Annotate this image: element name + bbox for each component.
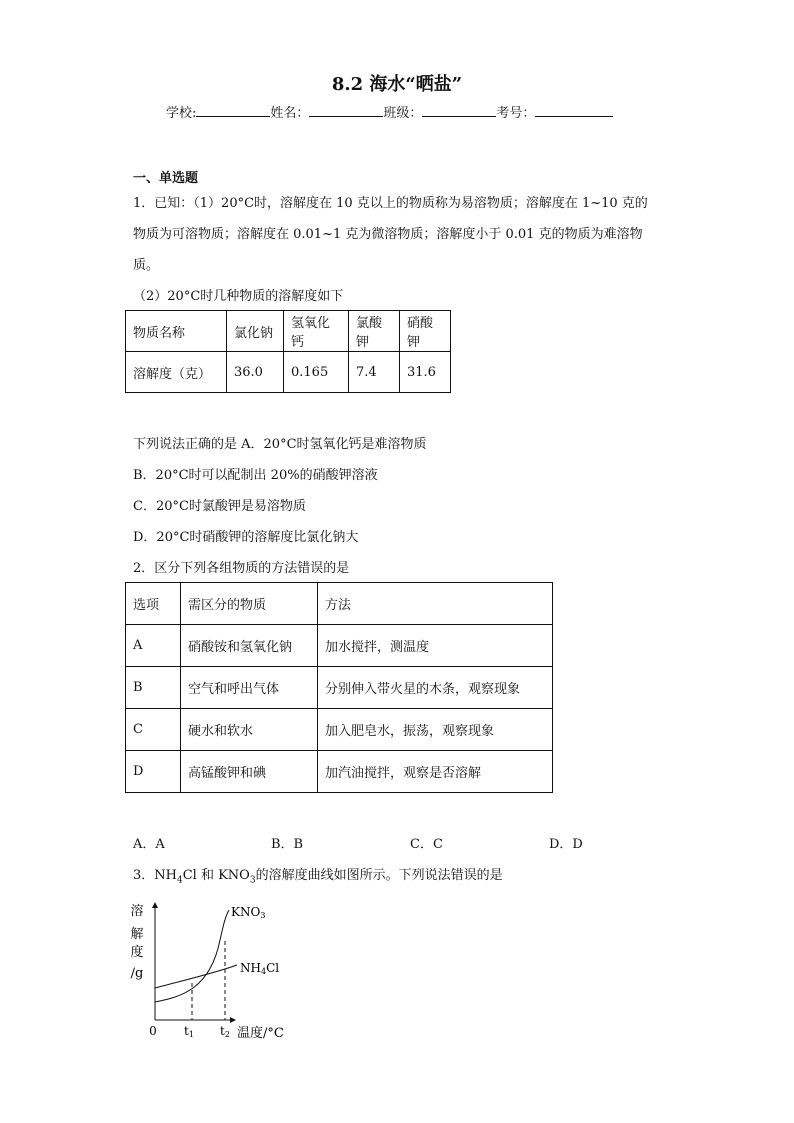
q1-stem-line-4: （2）20°C时几种物质的溶解度如下 xyxy=(133,289,344,304)
solubility-table xyxy=(125,310,451,393)
table-row xyxy=(126,751,553,793)
tick-label-t1 xyxy=(184,1024,194,1039)
tick-sub: 1 xyxy=(188,1030,194,1039)
table-row xyxy=(126,352,451,393)
curve-label-main: KNO xyxy=(231,905,261,919)
table-row xyxy=(126,625,553,667)
x-axis-label: 温度/°C xyxy=(237,1026,284,1041)
tick-label-t2 xyxy=(220,1024,230,1039)
table-header-row xyxy=(126,311,451,352)
q1-option-b: B．20°C时可以配制出 20%的硝酸钾溶液 xyxy=(133,468,378,483)
q2-option-c: C．C xyxy=(410,837,443,852)
y-axis-label-char: /g xyxy=(130,966,144,981)
table-cell: 硝酸铵和氢氧化钠 xyxy=(181,625,318,667)
q3-stem-text: 的溶解度曲线如图所示。下列说法错误的是 xyxy=(255,868,503,883)
q3-stem xyxy=(133,864,503,886)
origin-label: 0 xyxy=(149,1024,157,1038)
solubility-curve-figure xyxy=(125,895,305,1045)
q2-option-b: B．B xyxy=(271,837,304,852)
table-row xyxy=(126,709,553,751)
table-cell: 氯化钠 xyxy=(227,311,284,352)
table-cell: 选项 xyxy=(126,583,181,625)
table-cell: D xyxy=(126,751,181,793)
table-cell: 溶解度（克） xyxy=(126,352,227,393)
q3-stem-text: 3．NH xyxy=(133,868,177,883)
table-row xyxy=(126,667,553,709)
table-cell: 高锰酸钾和碘 xyxy=(181,751,318,793)
q1-option-d: D．20°C时硝酸钾的溶解度比氯化钠大 xyxy=(133,530,359,545)
class-blank xyxy=(422,104,496,117)
q3-stem-text: Cl 和 KNO xyxy=(182,868,250,883)
table-cell: 加水搅拌，测温度 xyxy=(318,625,553,667)
page-title: 8.2 海水“晒盐” xyxy=(331,74,463,95)
y-axis-label-char: 溶 xyxy=(130,904,144,919)
distinguish-methods-table xyxy=(125,582,553,793)
table-cell: A xyxy=(126,625,181,667)
curve-label-sub: 4 xyxy=(260,967,267,976)
kno3-label xyxy=(231,905,265,920)
table-cell: 需区分的物质 xyxy=(181,583,318,625)
nh4cl-label xyxy=(240,961,279,976)
q1-stem-line-1: 1．已知：（1）20°C时，溶解度在 10 克以上的物质称为易溶物质；溶解度在 1~10 克的 xyxy=(133,196,648,211)
table-cell: 31.6 xyxy=(400,352,451,393)
table-cell: 硬水和软水 xyxy=(181,709,318,751)
table-cell: C xyxy=(126,709,181,751)
table-cell: 方法 xyxy=(318,583,553,625)
q3-stem-subscript: 4 xyxy=(176,875,183,886)
school-blank xyxy=(196,104,270,117)
table-cell: 氢氧化钙 xyxy=(284,311,349,352)
q2-stem: 2．区分下列各组物质的方法错误的是 xyxy=(133,561,350,576)
school-label: 学校: xyxy=(166,106,197,121)
exam-number-label: 考号： xyxy=(496,106,536,121)
table-cell: 分别伸入带火星的木条，观察现象 xyxy=(318,667,553,709)
curve-label-sub: 3 xyxy=(260,911,266,920)
table-cell: 36.0 xyxy=(227,352,284,393)
tick-sub: 2 xyxy=(224,1030,230,1039)
section-title: 一、单选题 xyxy=(133,171,199,186)
y-axis-label-char: 解 xyxy=(130,927,144,942)
table-cell: 氯酸钾 xyxy=(349,311,400,352)
q1-stem-line-2: 物质为可溶物质；溶解度在 0.01~1 克为微溶物质；溶解度小于 0.01 克的物质为难溶物 xyxy=(133,227,643,242)
q1-stem-line-3: 质。 xyxy=(133,258,160,273)
exam-number-blank xyxy=(535,104,613,117)
q2-option-a: A．A xyxy=(133,837,165,852)
q1-option-c: C．20°C时氯酸钾是易溶物质 xyxy=(133,499,306,514)
table-header-row xyxy=(126,583,553,625)
q1-option-a: 下列说法正确的是 A．20°C时氢氧化钙是难溶物质 xyxy=(133,437,427,452)
tick-main: t xyxy=(184,1024,189,1038)
table-cell: 物质名称 xyxy=(126,311,227,352)
kno3-curve xyxy=(155,910,229,1002)
table-cell: 加入肥皂水，振荡，观察现象 xyxy=(318,709,553,751)
name-label: 姓名： xyxy=(270,106,310,121)
y-axis-label-char: 度 xyxy=(130,945,144,960)
table-cell: 空气和呼出气体 xyxy=(181,667,318,709)
table-cell: 7.4 xyxy=(349,352,400,393)
name-blank xyxy=(309,104,383,117)
class-label: 班级： xyxy=(383,106,423,121)
table-cell: 0.165 xyxy=(284,352,349,393)
curve-label-tail: Cl xyxy=(266,961,280,975)
q3-stem-subscript: 3 xyxy=(249,875,256,886)
tick-main: t xyxy=(220,1024,225,1038)
q2-option-d: D．D xyxy=(549,837,583,852)
table-cell: B xyxy=(126,667,181,709)
student-info-line xyxy=(166,102,613,121)
table-cell: 加汽油搅拌，观察是否溶解 xyxy=(318,751,553,793)
table-cell: 硝酸钾 xyxy=(400,311,451,352)
curve-label-main: NH xyxy=(240,961,261,975)
